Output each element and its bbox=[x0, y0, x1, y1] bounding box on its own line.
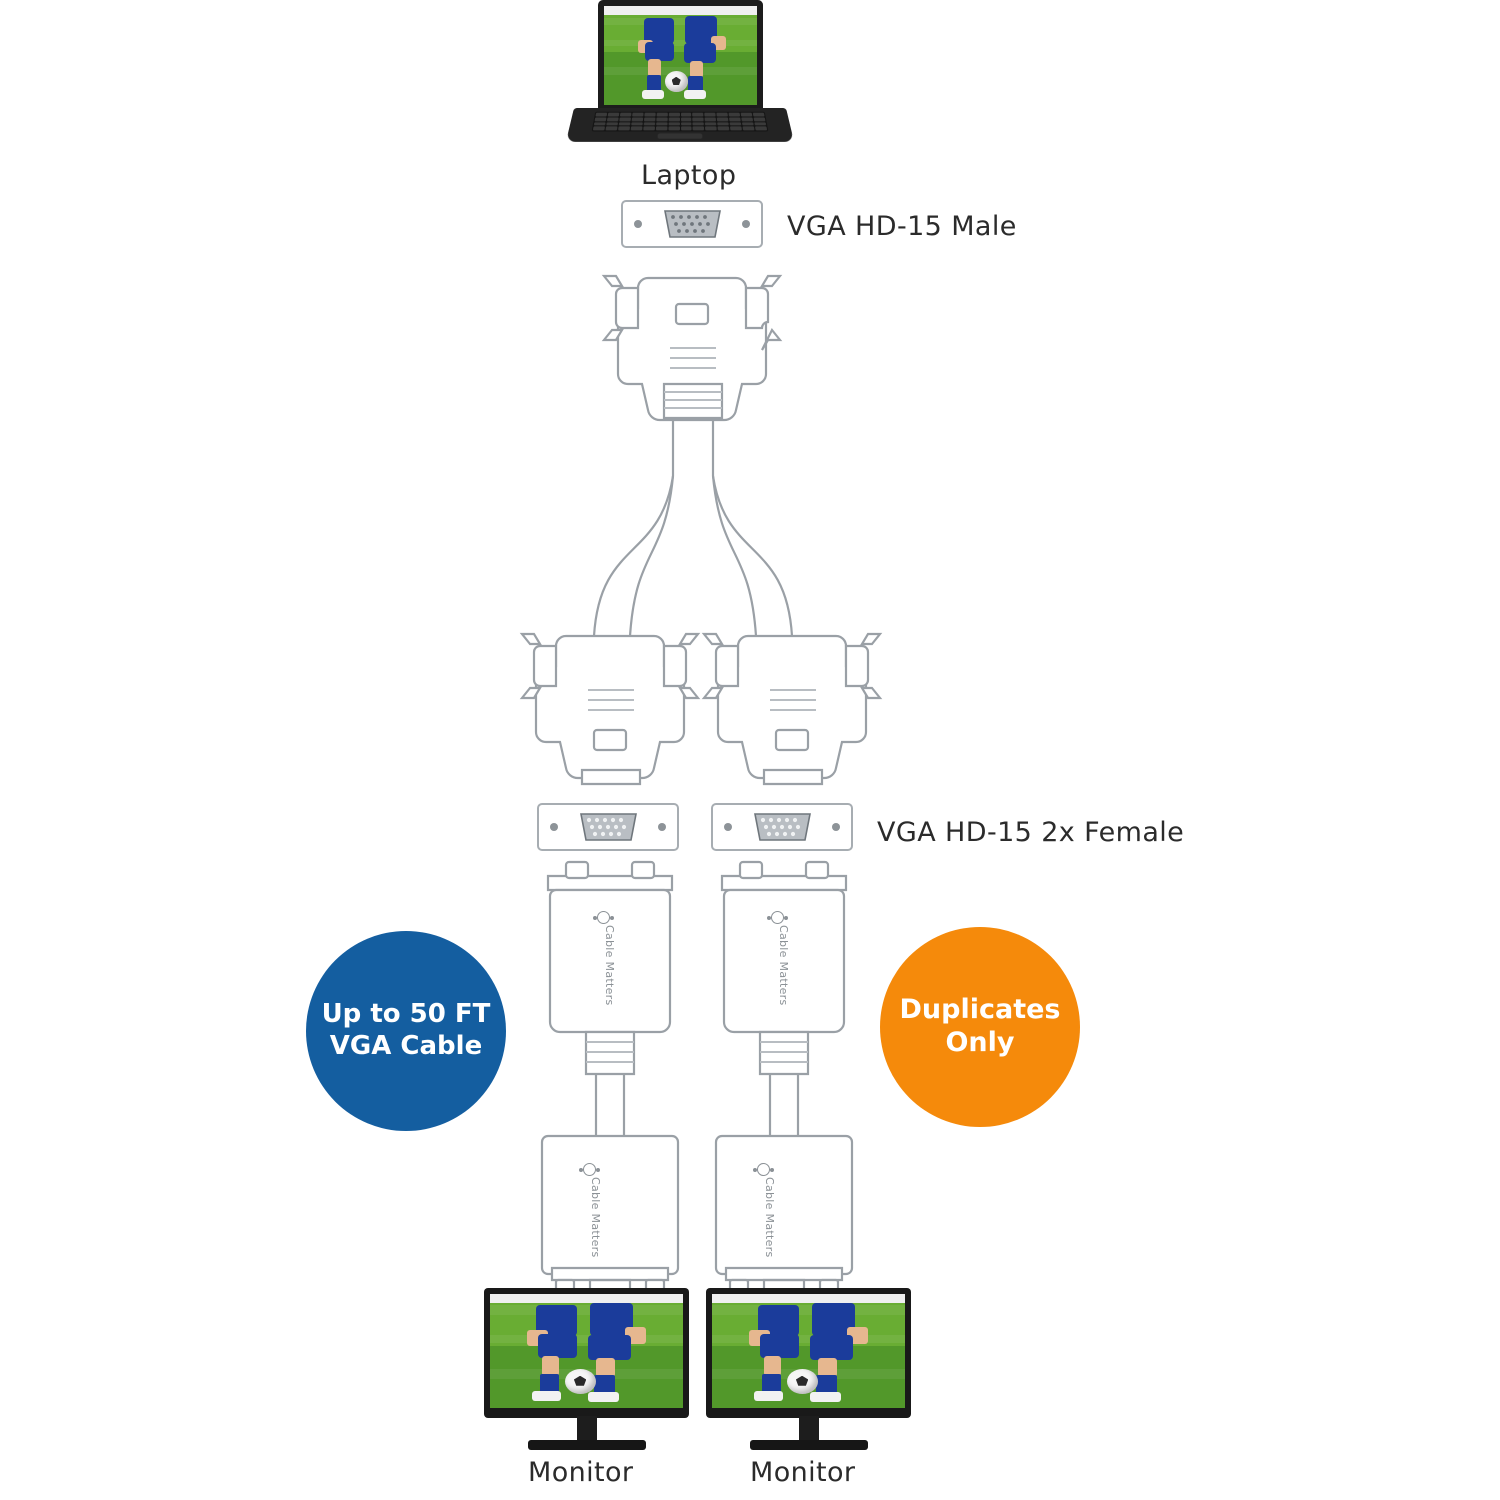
brand-text-right-upper: Cable Matters bbox=[777, 925, 790, 1006]
badge-duplicates-line2: Only bbox=[945, 1027, 1015, 1058]
y-split-cable bbox=[594, 418, 792, 636]
badge-cable-length-line1: Up to 50 FT bbox=[321, 999, 491, 1030]
brand-text-left-lower: Cable Matters bbox=[589, 1177, 602, 1258]
vga-connector-right-mid bbox=[704, 634, 880, 784]
monitor-right-bezel bbox=[706, 1288, 911, 1418]
vga-barrel-right-lower bbox=[716, 1136, 852, 1292]
vga-male-connector-hood bbox=[604, 276, 780, 420]
vga-female-port-right-icon bbox=[712, 804, 852, 850]
vga-male-port-icon bbox=[622, 201, 762, 247]
label-monitor-left: Monitor bbox=[528, 1457, 634, 1488]
monitor-left-screen bbox=[490, 1294, 683, 1408]
badge-cable-length-line2: VGA Cable bbox=[329, 1031, 483, 1061]
monitor-left bbox=[484, 1288, 689, 1463]
brand-text-left-upper: Cable Matters bbox=[603, 925, 616, 1006]
monitor-left-base bbox=[528, 1440, 646, 1450]
label-vga-male: VGA HD-15 Male bbox=[787, 211, 1017, 242]
brand-text-right-lower: Cable Matters bbox=[763, 1177, 776, 1258]
vga-barrel-left-lower bbox=[542, 1136, 678, 1292]
badge-cable-length bbox=[306, 931, 506, 1131]
badge-duplicates-line1: Duplicates bbox=[899, 994, 1061, 1026]
label-vga-female: VGA HD-15 2x Female bbox=[877, 817, 1185, 848]
badge-duplicates-only bbox=[880, 927, 1080, 1127]
monitor-right-screen bbox=[712, 1294, 905, 1408]
vga-connector-left-mid bbox=[522, 634, 698, 784]
soccer-photo-monitor-right bbox=[712, 1294, 905, 1408]
label-laptop: Laptop bbox=[641, 160, 737, 191]
monitor-left-bezel bbox=[484, 1288, 689, 1418]
label-monitor-right: Monitor bbox=[750, 1457, 856, 1488]
monitor-right bbox=[706, 1288, 911, 1463]
monitor-right-base bbox=[750, 1440, 868, 1450]
vga-female-port-left-icon bbox=[538, 804, 678, 850]
soccer-photo-monitor-left bbox=[490, 1294, 683, 1408]
